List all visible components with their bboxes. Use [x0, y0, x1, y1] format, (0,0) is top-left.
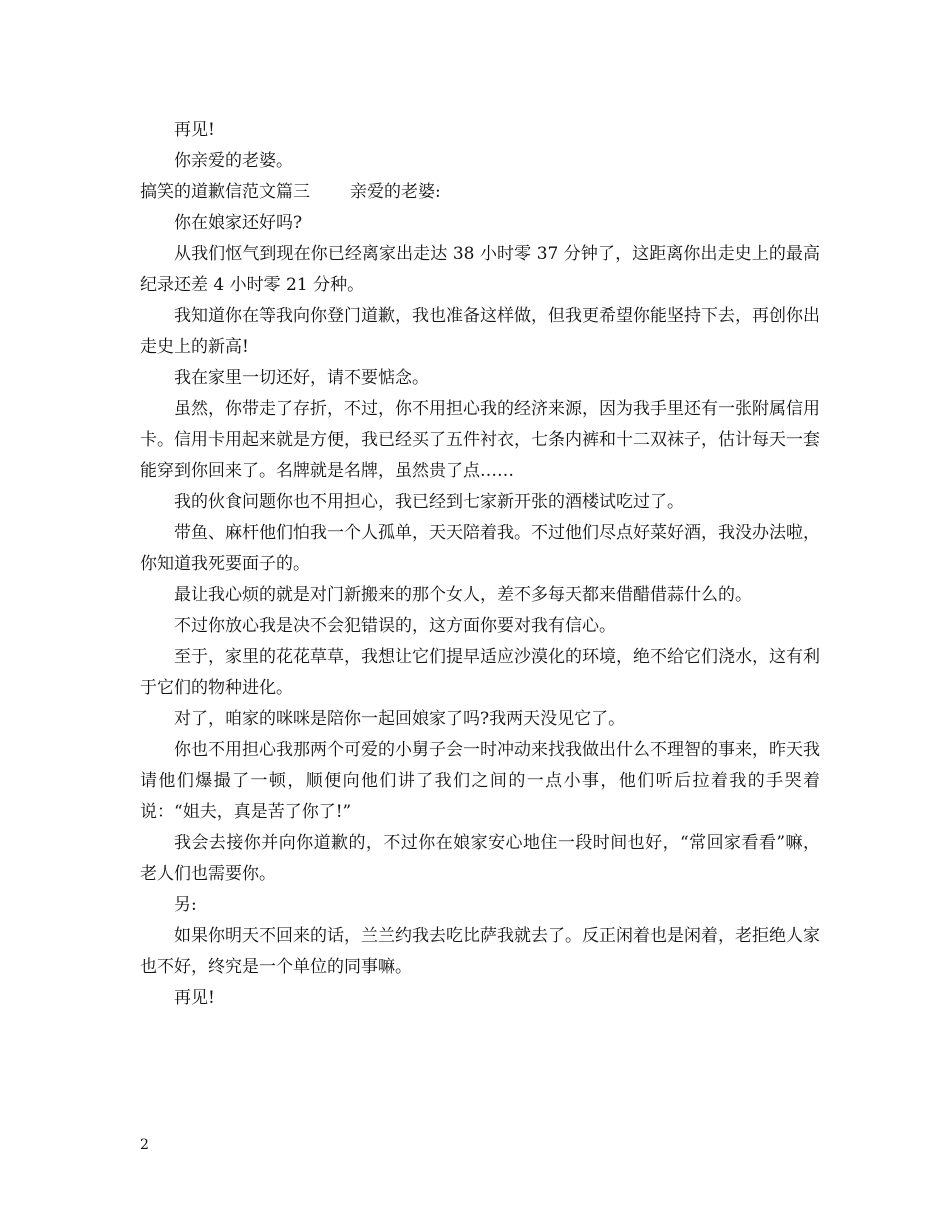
body-paragraph: 你在娘家还好吗? [174, 213, 303, 233]
body-paragraph: 虽然，你带走了存折，不过，你不用担心我的经济来源，因为我手里还有一张附属信用卡。信用卡用起来就是方便，我已经买了五件衬衣，七条内裤和十二双袜子，估计每天一套能穿到你回来了。名牌就是名牌，虽然贵了点…… [140, 399, 820, 481]
body-paragraph: 我的伙食问题你也不用担心，我已经到七家新开张的酒楼试吃过了。 [174, 492, 684, 512]
body-paragraph: 我知道你在等我向你登门道歉，我也准备这样做，但我更希望你能坚持下去，再创你出走史上的新高! [140, 306, 820, 357]
body-paragraph: 对了，咱家的咪咪是陪你一起回娘家了吗?我两天没见它了。 [174, 709, 626, 729]
salutation: 亲爱的老婆: [350, 182, 441, 202]
body-paragraph: 如果你明天不回来的话，兰兰约我去吃比萨我就去了。反正闲着也是闲着，老拒绝人家也不好，终究是一个单位的同事嘛。 [140, 926, 820, 977]
body-paragraph: 我在家里一切还好，请不要惦念。 [174, 368, 429, 388]
body-paragraph: 你也不用担心我那两个可爱的小舅子会一时冲动来找我做出什么不理智的事来，昨天我请他们爆撮了一顿，顺便向他们讲了我们之间的一点小事，他们听后拉着我的手哭着说：“姐夫，真是苦了你了!” [140, 740, 820, 822]
body-paragraph: 另: [174, 895, 197, 915]
body-paragraph: 至于，家里的花花草草，我想让它们提早适应沙漠化的环境，绝不给它们浇水，这有利于它们的物种进化。 [140, 647, 820, 698]
section-heading-line [140, 177, 820, 208]
body-paragraph: 从我们怄气到现在你已经离家出走达 38 小时零 37 分钟了，这距离你出走史上的最高纪录还差 4 小时零 21 分种。 [140, 244, 820, 295]
page-number: 2 [140, 1137, 149, 1153]
body-paragraph: 最让我心烦的就是对门新搬来的那个女人，差不多每天都来借醋借蒜什么的。 [174, 585, 752, 605]
body-paragraph: 不过你放心我是决不会犯错误的，这方面你要对我有信心。 [174, 616, 616, 636]
body-paragraph: 我会去接你并向你道歉的，不过你在娘家安心地住一段时间也好，“常回家看看”嘛，老人们也需要你。 [140, 833, 820, 884]
closing-paragraph: 再见! [174, 120, 215, 140]
signature-paragraph: 你亲爱的老婆。 [174, 151, 293, 171]
body-paragraph: 带鱼、麻杆他们怕我一个人孤单，天天陪着我。不过他们尽点好菜好酒，我没办法啦，你知道我死要面子的。 [140, 523, 820, 574]
document-body [140, 115, 820, 1014]
body-paragraph: 再见! [174, 988, 215, 1008]
section-title: 搞笑的道歉信范文篇三 [140, 182, 310, 202]
